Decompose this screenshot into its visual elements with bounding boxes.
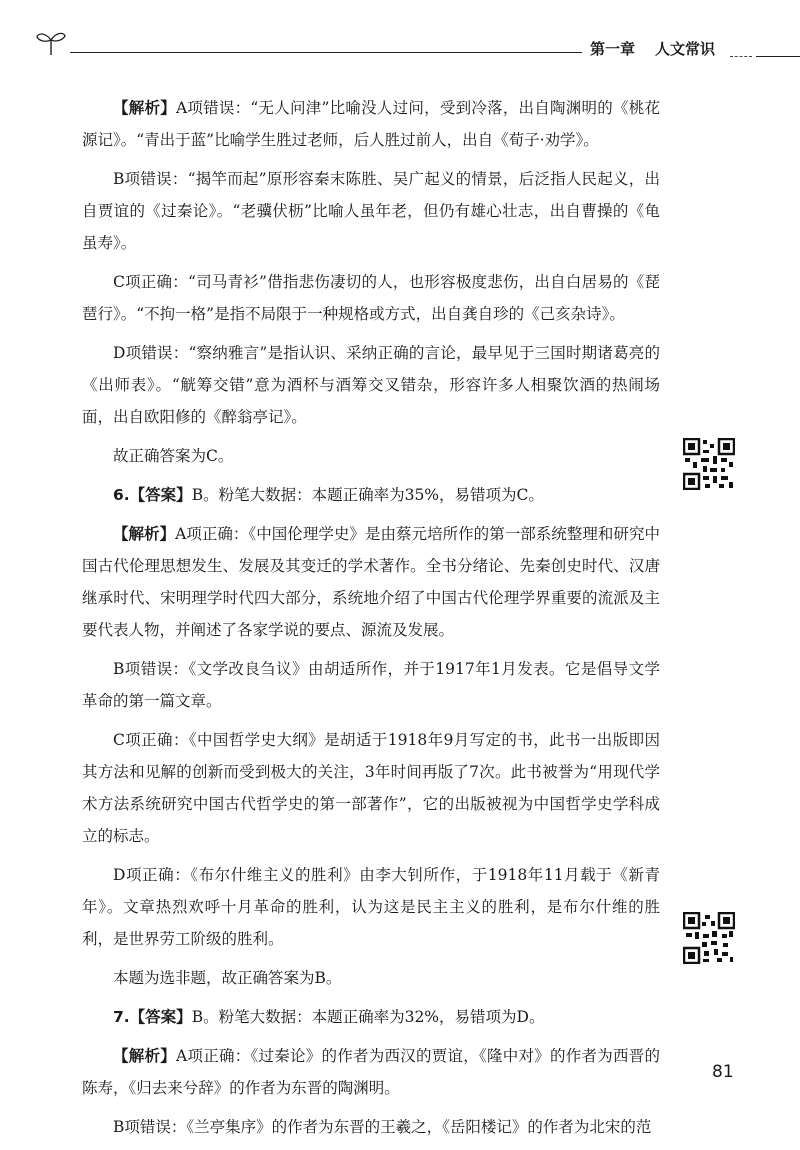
paragraph: [82, 337, 660, 433]
paragraph-text: B。粉笔大数据：本题正确率为32%，易错项为D。: [191, 1008, 545, 1026]
paragraph-tag: 【解析】: [113, 1047, 177, 1065]
sprout-icon: [34, 28, 68, 60]
header-rule: [70, 52, 582, 53]
header-dotted-rule: [730, 56, 752, 57]
paragraph: [82, 440, 660, 472]
answer-tag: 7.【答案】: [113, 1008, 192, 1026]
paragraph-tag: 【解析】: [113, 99, 176, 117]
paragraph-text: B项错误：《兰亭集序》的作者为东晋的王羲之，《岳阳楼记》的作者为北宋的范: [113, 1118, 652, 1136]
paragraph-text: B项错误：《文学改良刍议》由胡适所作，并于1917年1月发表。它是倡导文学革命的第一篇文章。: [82, 660, 660, 710]
header-tail-rule: [756, 56, 800, 57]
paragraph-text: A项错误：“无人问津”比喻没人过问，受到冷落，出自陶渊明的《桃花源记》。“青出于蓝”比喻学生胜过老师，后人胜过前人，出自《荀子·劝学》。: [82, 99, 660, 149]
paragraph-text: D项错误：“察纳雅言”是指认识、采纳正确的言论，最早见于三国时期诸葛亮的《出师表》。“觥筹交错”意为酒杯与酒筹交叉错杂，形容许多人相聚饮酒的热闹场面，出自欧阳修的《醉翁亭记》。: [82, 344, 660, 426]
paragraph: [82, 859, 660, 955]
paragraph: [82, 163, 660, 259]
paragraph-text: C项正确：《中国哲学史大纲》是胡适于1918年9月写定的书，此书一出版即因其方法和见解的创新而受到极大的关注，3年时间再版了7次。此书被誉为“用现代学术方法系统研究中国古代哲学史的第一部著作”，它的出版被视为中国哲学史学科成立的标志。: [82, 731, 660, 845]
paragraph-text: B项错误：“揭竿而起”原形容秦末陈胜、吴广起义的情景，后泛指人民起义，出自贾谊的《过秦论》。“老骥伏枥”比喻人虽年老，但仍有雄心壮志，出自曹操的《龟虽寿》。: [82, 170, 660, 252]
paragraph: [82, 266, 660, 330]
paragraph-text: C项正确：“司马青衫”借指悲伤凄切的人，也形容极度悲伤，出自白居易的《琵琶行》。“不拘一格”是指不局限于一种规格或方式，出自龚自珍的《己亥杂诗》。: [82, 273, 660, 323]
paragraph-tag: 【解析】: [113, 525, 176, 543]
qr-code-icon[interactable]: [683, 912, 735, 964]
paragraph-text: 本题为选非题，故正确答案为B。: [113, 969, 342, 987]
paragraph-text: D项正确：《布尔什维主义的胜利》由李大钊所作，于1918年11月载于《新青年》。文章热烈欢呼十月革命的胜利，认为这是民主主义的胜利，是布尔什维的胜利，是世界劳工阶级的胜利。: [82, 866, 660, 948]
paragraph: [82, 518, 660, 646]
paragraph: [82, 724, 660, 852]
paragraph-text: A项正确：《中国伦理学史》是由蔡元培所作的第一部系统整理和研究中国古代伦理思想发生、发展及其变迁的学术著作。全书分绪论、先秦创史时代、汉唐继承时代、宋明理学时代四大部分，系统地介绍了中国古代伦理学界重要的流派及主要代表人物，并阐述了各家学说的要点、源流及发展。: [82, 525, 660, 639]
paragraph: [82, 1111, 660, 1143]
section-label: 人文常识: [655, 40, 716, 58]
paragraph-text: A项正确：《过秦论》的作者为西汉的贾谊，《隆中对》的作者为西晋的陈寿，《归去来兮辞》的作者为东晋的陶渊明。: [82, 1047, 660, 1097]
page-body: [82, 92, 660, 1150]
answer-tag: 6.【答案】: [113, 486, 192, 504]
qr-code-icon[interactable]: [683, 438, 735, 490]
page-number: 81: [712, 1062, 734, 1082]
chapter-title: [590, 38, 715, 59]
paragraph: [82, 1040, 660, 1104]
paragraph: [82, 92, 660, 156]
answer-paragraph: [82, 479, 660, 511]
paragraph-text: B。粉笔大数据：本题正确率为35%，易错项为C。: [191, 486, 544, 504]
chapter-label: 第一章: [590, 40, 636, 58]
paragraph: [82, 653, 660, 717]
page-header: [0, 0, 800, 70]
paragraph: [82, 962, 660, 994]
answer-paragraph: [82, 1001, 660, 1033]
paragraph-text: 故正确答案为C。: [113, 447, 234, 465]
